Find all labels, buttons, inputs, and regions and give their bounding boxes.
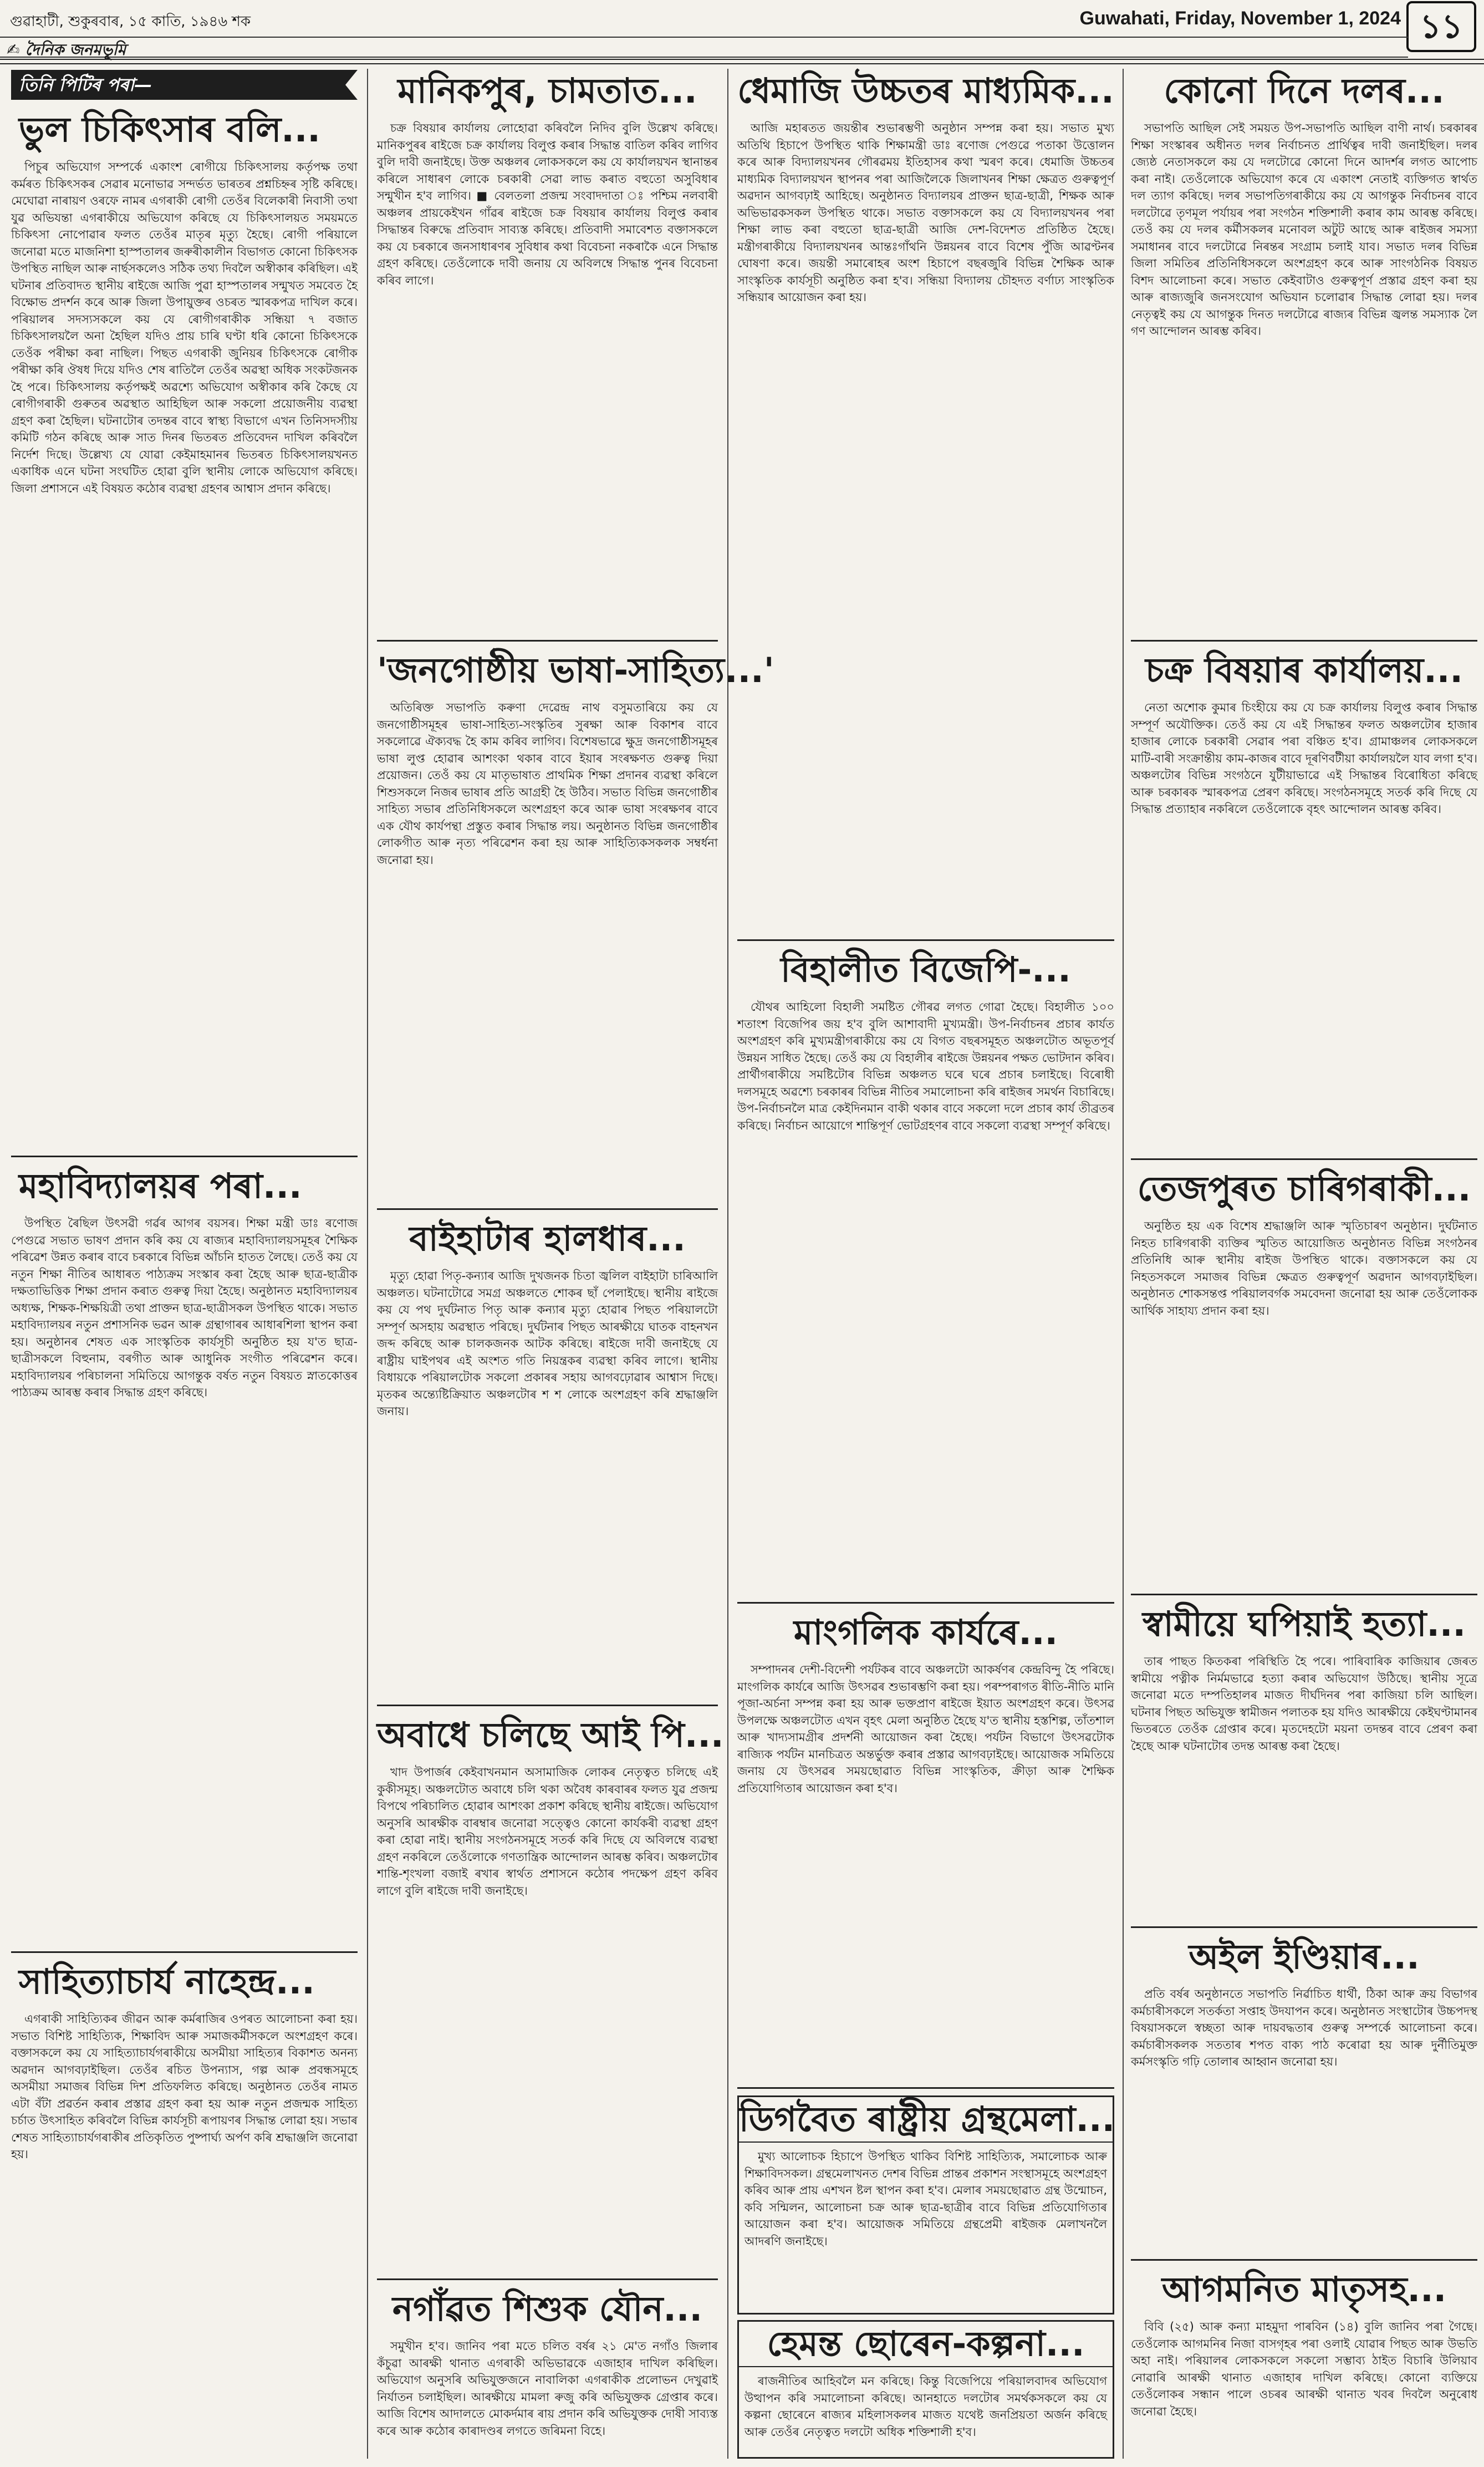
series-label: তিনি পিটিৰ পৰা— bbox=[11, 70, 358, 100]
column-divider bbox=[367, 69, 368, 2459]
headline: ধেমাজি উচ্চতৰ মাধ্যমিক... bbox=[737, 70, 1114, 111]
story-college bbox=[11, 1164, 358, 1946]
story-auspicious bbox=[737, 1610, 1114, 2082]
story-text: এগৰাকী সাহিত্যিকৰ জীৱন আৰু কৰ্মৰাজিৰ ওপৰত আলোচনা কৰা হয়। সভাত বিশিষ্ট সাহিত্যিক, শিক্ষাবিদ আৰু সমাজকৰ্মীসকলে অংশগ্ৰহণ কৰে। বক্তাসকলে কয় যে সাহিত্যাচাৰ্যগৰাকীয়ে অসমীয়া সাহিত্যৰ বিকাশত অনন্য অৱদান আগবঢ়াইছিল। তেওঁৰ ৰচিত উপন্যাস, গল্প আৰু প্ৰবন্ধসমূহে অসমীয়া সমাজৰ বিভিন্ন দিশ প্ৰতিফলিত কৰিছে। অনুষ্ঠানত তেওঁৰ নামত এটা বঁটা প্ৰৱৰ্তন কৰাৰ প্ৰস্তাৱ গ্ৰহণ কৰা হয় আৰু নতুন প্ৰজন্মক সাহিত্য চৰ্চাত উৎসাহিত কৰিবলৈ বিভিন্ন কাৰ্যসূচী ৰূপায়ণৰ সিদ্ধান্ত লোৱা হয়। সভাৰ শেষত সাহিত্যাচাৰ্যগৰাকীৰ প্ৰতিকৃতিত পুষ্পাৰ্ঘ্য অৰ্পণ কৰি শ্ৰদ্ধাঞ্জলি জনোৱা হয়। bbox=[11, 2012, 358, 2161]
masthead bbox=[0, 0, 1484, 65]
story-body bbox=[1131, 1986, 1477, 2254]
story-body bbox=[1131, 1218, 1477, 1588]
masthead-divider bbox=[0, 59, 1484, 64]
story-text: মুখ্য আলোচক হিচাপে উপস্থিত থাকিব বিশিষ্ট সাহিত্যিক, সমালোচক আৰু শিক্ষাবিদসকল। গ্ৰন্থমেলাখনত দেশৰ বিভিন্ন প্ৰান্তৰ প্ৰকাশন সংস্থাসমূহে অংশগ্ৰহণ কৰিব আৰু প্ৰায় এশখন ষ্টল স্থাপন কৰা হ'ব। মেলাৰ সময়ছোৱাত গ্ৰন্থ উন্মোচন, কবি সন্মিলন, আলোচনা চক্ৰ আৰু ছাত্ৰ-ছাত্ৰীৰ বাবে বিভিন্ন প্ৰতিযোগিতাৰ আয়োজন কৰা হ'ব। আয়োজক সমিতিয়ে গ্ৰন্থপ্ৰেমী ৰাইজক মেলাখনলৈ আদৰণি জনাইছে। bbox=[744, 2150, 1107, 2248]
story-text: সম্পাদনৰ দেশী-বিদেশী পৰ্যটকৰ বাবে অঞ্চলটো আকৰ্ষণৰ কেন্দ্ৰবিন্দু হৈ পৰিছে। মাংগলিক কাৰ্যৰে আজি উৎসৱৰ শুভাৰম্ভণি কৰা হয়। পৰম্পৰাগত ৰীতি-নীতি মানি পূজা-অৰ্চনা সম্পন্ন কৰা হয় আৰু ভক্তপ্ৰাণ ৰাইজে ইয়াত অংশগ্ৰহণ কৰে। উৎসৱ উপলক্ষে অঞ্চলটোত এখন বৃহৎ মেলা অনুষ্ঠিত হৈছে য'ত স্থানীয় হস্তশিল্প, তাঁতশাল আৰু খাদ্যসামগ্ৰীৰ প্ৰদৰ্শনী আয়োজন কৰা হৈছে। পৰ্যটন বিভাগে উৎসৱটোক ৰাজ্যিক পৰ্যটন মানচিত্ৰত অন্তৰ্ভুক্ত কৰাৰ প্ৰস্তাৱ আগবঢ়াইছে। আয়োজক সমিতিয়ে জনায় যে উৎসৱৰ সময়ছোৱাত বিভিন্ন সাংস্কৃতিক, ক্ৰীড়া আৰু শৈক্ষিক প্ৰতিযোগিতাৰ আয়োজন কৰা হ'ব। bbox=[737, 1663, 1114, 1795]
story-divider bbox=[1131, 640, 1477, 642]
story-husband-murder bbox=[1131, 1602, 1477, 1921]
headline: ভুল চিকিৎসাৰ বলি... bbox=[19, 109, 320, 150]
headline: মানিকপুৰ, চামতাত... bbox=[397, 70, 697, 111]
story-nagaon bbox=[377, 2287, 718, 2459]
story-divider bbox=[1131, 1926, 1477, 1928]
story-divider bbox=[737, 1602, 1114, 1604]
story-divider bbox=[1131, 2259, 1477, 2261]
story-body bbox=[377, 120, 718, 634]
headline: বাইহাটাৰ হালধাৰ... bbox=[409, 1218, 686, 1259]
story-body bbox=[11, 2011, 358, 2459]
story-text: অতিৰিক্ত সভাপতি কৰুণা দেৱেন্দ্ৰ নাথ বসুমতাৰিয়ে কয় যে জনগোষ্ঠীসমূহৰ ভাষা-সাহিত্য-সংস্কৃতিৰ সুৰক্ষা আৰু বিকাশৰ বাবে সকলোৱে ঐক্যবদ্ধ হৈ কাম কৰিব লাগিব। বিশেষভাৱে ক্ষুদ্ৰ জনগোষ্ঠীসমূহৰ ভাষা লুপ্ত হোৱাৰ আশংকা থকাৰ বাবে ইয়াৰ সংৰক্ষণত গুৰুত্ব দিয়া প্ৰয়োজন। তেওঁ কয় যে মাতৃভাষাত প্ৰাথমিক শিক্ষা প্ৰদানৰ ব্যৱস্থা কৰিলে শিশুসকলে নিজৰ ভাষাৰ প্ৰতি আগ্ৰহী হৈ উঠিব। সভাত বিভিন্ন জনগোষ্ঠীৰ সাহিত্য সভাৰ প্ৰতিনিধিসকলে অংশগ্ৰহণ কৰে আৰু ভাষা সংৰক্ষণৰ বাবে এক যৌথ কাৰ্যপন্থা প্ৰস্তুত কৰাৰ সিদ্ধান্ত লয়। অনুষ্ঠানত বিভিন্ন জনগোষ্ঠীৰ লোকগীত আৰু নৃত্য পৰিৱেশন কৰা হয় আৰু সাহিত্যিকসকলক সম্বৰ্ধনা জনোৱা হয়। bbox=[377, 701, 718, 867]
story-body bbox=[1131, 120, 1477, 634]
story-text: পিচুৰ অভিযোগ সম্পৰ্কে একাংশ ৰোগীয়ে চিকিৎসালয় কৰ্তৃপক্ষ তথা কৰ্মৰত চিকিৎসকৰ সেৱাৰ মনোভাৱ সন্দৰ্ভত ভাৰতৰ প্ৰশ্নচিহ্নৰ সৃষ্টি কৰিছে। মেঘোৱা নাৰায়ণ ওৰফে নামৰ এগৰাকী ৰোগী তেওঁৰ বিলেকাৰী নিবাসী তথা যুৱ অভিযন্তা এগৰাকীয়ে অভিযোগ কৰিছে যে চিকিৎসালয়ত সময়মতে চিকিৎসা নোপোৱাৰ ফলত তেওঁৰ মাতৃৰ মৃত্যু হৈছে। ৰোগী পৰিয়ালে জনোৱা মতে মাজনিশা হাস্পতালৰ জৰুৰীকালীন বিভাগত কোনো চিকিৎসক উপস্থিত নাছিল আৰু নাৰ্ছসকলেও সঠিক তথ্য দিবলৈ অস্বীকাৰ কৰিছিল। এই ঘটনাৰ প্ৰতিবাদত স্থানীয় ৰাইজে আজি পুৱা হাস্পতালৰ সন্মুখত সমবেত হৈ বিক্ষোভ প্ৰদৰ্শন কৰে আৰু জিলা উপায়ুক্তৰ ওচৰত স্মাৰকপত্ৰ দাখিল কৰে। পৰিয়ালৰ সদস্যসকলে কয় যে ৰোগীগৰাকীক সন্ধিয়া ৭ বজাত চিকিৎসালয়লৈ অনা হৈছিল যদিও প্ৰায় চাৰি ঘণ্টা ধৰি কোনো চিকিৎসকে তেওঁক পৰীক্ষা কৰা নাছিল। পিছত এগৰাকী জুনিয়ৰ চিকিৎসকে ৰোগীক পৰীক্ষা কৰি ঔষধ দিয়ে যদিও শেষ ৰাতিলৈ তেওঁৰ অৱস্থা অধিক সংকটজনক হৈ পৰে। চিকিৎসালয় কৰ্তৃপক্ষই অৱশ্যে অভিযোগ অস্বীকাৰ কৰি কৈছে যে ৰোগীগৰাকী গুৰুতৰ অৱস্থাত আহিছিল আৰু সকলো প্ৰয়োজনীয় ব্যৱস্থা গ্ৰহণ কৰা হৈছিল। ঘটনাটোৰ তদন্তৰ বাবে স্বাস্থ্য বিভাগে এখন তিনিসদস্যীয় কমিটি গঠন কৰিছে আৰু সাত দিনৰ ভিতৰত প্ৰতিবেদন দাখিল কৰিবলৈ নিৰ্দেশ দিছে। উল্লেখ্য যে যোৱা কেইমাহমানৰ ভিতৰত চিকিৎসালয়খনত একাধিক এনে ঘটনা সংঘটিত হোৱা বুলি স্থানীয় লোকে অভিযোগ কৰিছে। জিলা প্ৰশাসনে এই বিষয়ত কঠোৰ ব্যৱস্থা গ্ৰহণৰ আশ্বাস প্ৰদান কৰিছে। bbox=[11, 160, 358, 495]
page-number: ১১ bbox=[1406, 1, 1476, 52]
headline: চক্ৰ বিষয়াৰ কাৰ্যালয়... bbox=[1145, 650, 1463, 690]
column-divider bbox=[1123, 69, 1124, 2459]
story-text: ৰাজনীতিৰ আহিবলৈ মন কৰিছে। কিন্তু বিজেপিয়ে পৰিয়ালবাদৰ অভিযোগ উত্থাপন কৰি সমালোচনা কৰিছে। আনহাতে দলটোৰ সমৰ্থকসকলে কয় যে কল্পনা ছোৰেনে ৰাজ্যৰ মহিলাসকলৰ মাজত যথেষ্ট জনপ্ৰিয়তা অৰ্জন কৰিছে আৰু তেওঁৰ নেতৃত্বত দলটো অধিক শক্তিশালী হ'ব। bbox=[744, 2374, 1107, 2439]
story-body bbox=[377, 699, 718, 1203]
story-body bbox=[377, 1764, 718, 2273]
story-text: প্ৰতি বৰ্ষৰ অনুষ্ঠানতে সভাপতি নিৰ্ৱাচিত ধাৰ্থী, ঠিকা আৰু ক্ৰয় বিভাগৰ কৰ্মচাৰীসকলে সতৰ্কতা সপ্তাহ উদযাপন কৰে। অনুষ্ঠানত সংস্থাটোৰ উচ্চপদস্থ বিষয়াসকলে স্বচ্ছতা আৰু দায়বদ্ধতাৰ গুৰুত্ব সম্পৰ্কে আলোচনা কৰে। কৰ্মচাৰীসকলক সততাৰ শপত বাক্য পাঠ কৰোৱা হয় আৰু দুৰ্নীতিমুক্ত কৰ্মসংস্কৃতি গঢ়ি তোলাৰ আহ্বান জনোৱা হয়। bbox=[1131, 1987, 1477, 2068]
story-divider bbox=[377, 1705, 718, 1706]
story-behali-bjp bbox=[737, 948, 1114, 1596]
story-dhemaji-school bbox=[737, 69, 1114, 934]
headline: ডিগবৈত ৰাষ্ট্ৰীয় গ্ৰন্থমেলা... bbox=[739, 2097, 1113, 2143]
story-body bbox=[377, 1268, 718, 1699]
headline: তেজপুৰত চাৰিগৰাকী... bbox=[1137, 1168, 1471, 1209]
headline: সাহিত্যাচাৰ্য নাহেন্দ্ৰ... bbox=[19, 1961, 315, 2002]
story-divider bbox=[377, 1208, 718, 1210]
story-agamani bbox=[1131, 2267, 1477, 2459]
headline: নগাঁৱত শিশুক যৌন... bbox=[392, 2288, 703, 2329]
story-illegal-ip bbox=[377, 1713, 724, 2273]
story-circle-office bbox=[1131, 648, 1477, 1153]
story-text: যৌথৰ আহিলো বিহালী সমষ্টিত গৌৰৱ লগত গোৱা হৈছে। বিহালীত ১০০ শতাংশ বিজেপিৰ জয় হ'ব বুলি আশাবাদী মুখ্যমন্ত্ৰী। উপ-নিৰ্বাচনৰ প্ৰচাৰ কাৰ্যত অংশগ্ৰহণ কৰি মুখ্যমন্ত্ৰীগৰাকীয়ে কয় যে বিগত বছৰসমূহত অঞ্চলটোত অভূতপূৰ্ব উন্নয়ন সাধিত হৈছে। তেওঁ কয় যে বিহালীৰ ৰাইজে উন্নয়নৰ পক্ষত ভোটদান কৰিব। প্ৰাৰ্থীগৰাকীয়ে সমষ্টিটোৰ বিভিন্ন অঞ্চলত ঘৰে ঘৰে প্ৰচাৰ চলাইছে। বিৰোধী দলসমূহে অৱশ্যে চৰকাৰৰ বিভিন্ন নীতিৰ সমালোচনা কৰি ৰাইজৰ সমৰ্থন বিচাৰিছে। উপ-নিৰ্বাচনলৈ মাত্ৰ কেইদিনমান বাকী থকাৰ বাবে সকলো দলে প্ৰচাৰ কাৰ্য তীব্ৰতৰ কৰিছে। নিৰ্বাচন আয়োগে শান্তিপূৰ্ণ ভোটগ্ৰহণৰ বাবে সকলো ব্যৱস্থা সম্পূৰ্ণ কৰিছে। bbox=[737, 1000, 1114, 1132]
story-divider bbox=[1131, 1594, 1477, 1595]
story-hemant-soren bbox=[737, 2320, 1114, 2459]
story-text: খাদ উপাৰ্জৰ কেইবাখনমান অসামাজিক লোকৰ নেতৃত্বত চলিছে এই কুকীসমূহ। অঞ্চলটোত অবাধে চলি থকা অবৈধ কাৰবাৰৰ ফলত যুৱ প্ৰজন্ম বিপথে পৰিচালিত হোৱাৰ আশংকা প্ৰকাশ কৰিছে স্থানীয় ৰাইজে। অভিযোগ অনুসৰি আৰক্ষীক বাৰম্বাৰ জনোৱা সত্ত্বেও কোনো কাৰ্যকৰী ব্যৱস্থা গ্ৰহণ কৰা হোৱা নাই। স্থানীয় সংগঠনসমূহে সতৰ্ক কৰি দিছে যে অবিলম্বে ব্যৱস্থা গ্ৰহণ নকৰিলে তেওঁলোকে গণতান্ত্ৰিক আন্দোলন আৰম্ভ কৰিব। অঞ্চলটোৰ শান্তি-শৃংখলা বজাই ৰখাৰ স্বাৰ্থত প্ৰশাসনে কঠোৰ পদক্ষেপ গ্ৰহণ কৰিব লাগে বুলি ৰাইজে দাবী জনাইছে। bbox=[377, 1766, 718, 1898]
story-tezpur bbox=[1131, 1167, 1477, 1588]
story-body bbox=[1131, 699, 1477, 1153]
headline: আগমনিত মাতৃসহ... bbox=[1161, 2269, 1447, 2310]
headline: হেমন্ত ছোৰেন-কল্পনা... bbox=[739, 2322, 1113, 2367]
headline: 'জনগোষ্ঠীয় ভাষা-সাহিত্য...' bbox=[377, 650, 774, 690]
story-baihata bbox=[377, 1217, 718, 1699]
story-text: উপস্থিত ৰৈছিল উৎসৱী গৰ্ৱৰ আগৰ বয়সৰ। শিক্ষা মন্ত্ৰী ডাঃ ৰণোজ পেগুৱে সভাত ভাষণ প্ৰদান কৰি কয় যে ৰাজ্যৰ মহাবিদ্যালয়সমূহৰ শৈক্ষিক পৰিৱেশ উন্নত কৰাৰ বাবে চৰকাৰে বিভিন্ন আঁচনি হাতত লৈছে। তেওঁ কয় যে নতুন শিক্ষা নীতিৰ আধাৰত পাঠ্যক্ৰম সংস্কাৰ কৰা হৈছে আৰু ছাত্ৰ-ছাত্ৰীক দক্ষতাভিত্তিক শিক্ষা প্ৰদান কৰাত গুৰুত্ব দিয়া হৈছে। অনুষ্ঠানত মহাবিদ্যালয়ৰ অধ্যক্ষ, শিক্ষক-শিক্ষয়িত্ৰী তথা প্ৰাক্তন ছাত্ৰ-ছাত্ৰীসকল উপস্থিত থাকে। সভাত মহাবিদ্যালয়ৰ নতুন প্ৰশাসনিক ভৱন আৰু গ্ৰন্থাগাৰৰ আধাৰশিলা স্থাপন কৰা হয়। অনুষ্ঠানৰ শেষত এক সাংস্কৃতিক কাৰ্যসূচী অনুষ্ঠিত হয় য'ত ছাত্ৰ-ছাত্ৰীসকলে বিহুনাম, বৰগীত আৰু আধুনিক সংগীত পৰিৱেশন কৰে। মহাবিদ্যালয়ৰ পৰিচালনা সমিতিয়ে আগন্তুক বৰ্ষত নতুন বিষয়ত স্নাতকোত্তৰ পাঠ্যক্ৰম আৰম্ভ কৰাৰ সিদ্ধান্ত গ্ৰহণ কৰিছে। bbox=[11, 1217, 358, 1399]
story-text: সমুখীন হ'ব। জানিব পৰা মতে চলিত বৰ্ষৰ ২১ মে'ত নগাঁও জিলাৰ কঁচুৱা আৰক্ষী থানাত এগৰাকী অভিভাৱকে এজাহাৰ দাখিল কৰিছিল। অভিযোগ অনুসৰি অভিযুক্তজনে নাবালিকা এগৰাকীক প্ৰলোভন দেখুৱাই নিৰ্যাতন চলাইছিল। আৰক্ষীয়ে মামলা ৰুজু কৰি অভিযুক্তক গ্ৰেপ্তাৰ কৰে। আজি বিশেষ আদালতে মোকৰ্দমাৰ ৰায় প্ৰদান কৰি অভিযুক্তক দোষী সাব্যস্ত কৰে আৰু কঠোৰ কাৰাদণ্ডৰ লগতে জৰিমনা বিহে। bbox=[377, 2339, 718, 2438]
column-2 bbox=[377, 69, 774, 2459]
story-text: বিবি (২৫) আৰু কন্যা মাহমুদা পাৰবিন (১৪) বুলি জানিব পৰা গৈছে। তেওঁলোক আগমনিৰ নিজা বাসগৃহৰ পৰা ওলাই যোৱাৰ পিছত আৰু উভতি অহা নাই। পৰিয়ালৰ লোকসকলে সকলো সম্ভাব্য ঠাইত বিচাৰি উলিয়াব নোৱাৰি আৰক্ষী থানাত এজাহাৰ দাখিল কৰিছে। কোনো ব্যক্তিয়ে তেওঁলোকৰ সন্ধান পালে ওচৰৰ আৰক্ষী থানাত খবৰ দিবলৈ অনুৰোধ জনোৱা হৈছে। bbox=[1131, 2320, 1477, 2418]
headline: মাংগলিক কাৰ্যৰে... bbox=[793, 1612, 1058, 1652]
story-divider bbox=[377, 2278, 718, 2280]
story-ethnic-language bbox=[377, 648, 774, 1203]
story-divider bbox=[11, 1951, 358, 1953]
story-manikpur bbox=[377, 69, 718, 634]
headline: স্বামীয়ে ঘপিয়াই হত্যা... bbox=[1142, 1604, 1466, 1644]
story-body bbox=[1131, 2318, 1477, 2459]
story-literary-scholar bbox=[11, 1960, 358, 2459]
date-assamese: গুৱাহাটী, শুকুৰবাৰ, ১৫ কাতি, ১৯৪৬ শক bbox=[10, 13, 251, 30]
story-text: তাৰ পাছত কিতকৰা পৰিস্থিতি হৈ পৰে। পাৰিবাৰিক কাজিয়াৰ জেৰত স্বামীয়ে পত্নীক নিৰ্মমভাৱে হত্যা কৰাৰ অভিযোগ উঠিছে। স্থানীয় সূত্ৰে জনোৱা মতে দম্পতিহালৰ মাজত দীৰ্ঘদিনৰ পৰা কাজিয়া চলি আছিল। ঘটনাৰ পিছত অভিযুক্ত স্বামীজন পলাতক হয় যদিও আৰক্ষীয়ে কেইঘণ্টামানৰ ভিতৰতে তেওঁক গ্ৰেপ্তাৰ কৰে। মৃতদেহটো ময়না তদন্তৰ বাবে প্ৰেৰণ কৰা হৈছে আৰু ঘটনাটোৰ তদন্ত আৰম্ভ কৰা হৈছে। bbox=[1131, 1655, 1477, 1753]
story-digboi-bookfair bbox=[737, 2095, 1114, 2315]
column-1 bbox=[11, 69, 358, 2459]
brand-name: ✍ দৈনিক জনমভূমি bbox=[7, 40, 126, 59]
story-oil-india bbox=[1131, 1935, 1477, 2254]
story-wrong-treatment bbox=[11, 108, 358, 1150]
headline: অইল ইণ্ডিয়াৰ... bbox=[1189, 1936, 1420, 1977]
story-divider bbox=[737, 2087, 1114, 2089]
story-divider bbox=[377, 640, 718, 642]
column-4 bbox=[1131, 69, 1477, 2459]
story-text: চক্ৰ বিষয়াৰ কাৰ্যালয় লোহোৱা কৰিবলৈ নিদিব বুলি উল্লেখ কৰিছে। মানিকপুৰৰ ৰাইজে চক্ৰ কাৰ্যালয় বিলুপ্ত কৰাৰ সিদ্ধান্ত বাতিল কৰিব লাগিব বুলি দাবী জনাইছে। উক্ত অঞ্চলৰ লোকসকলে কয় যে কাৰ্যালয়খন স্থানান্তৰ কৰিলে সাধাৰণ লোকে চৰকাৰী সেৱা লাভ কৰাত বহুতো অসুবিধাৰ সন্মুখীন হ'ব লাগিব। ■ বেলতলা প্ৰজন্ম সংবাদদাতা ঃ পশ্চিম নলবাৰী অঞ্চলৰ প্ৰায়কেইখন গাঁৱৰ ৰাইজে চক্ৰ বিষয়াৰ কাৰ্যালয় বিলুপ্ত কৰাৰ সিদ্ধান্তৰ বিৰুদ্ধে প্ৰতিবাদ সাব্যস্ত কৰিছে। প্ৰতিবাদী সমাবেশত বক্তাসকলে কয় যে চৰকাৰে জনসাধাৰণৰ সুবিধাৰ কথা বিবেচনা নকৰাকৈ এনে সিদ্ধান্ত গ্ৰহণ কৰিছে। তেওঁলোকে দাবী জনায় যে অবিলম্বে সিদ্ধান্ত পুনৰ বিবেচনা কৰিব লাগে। bbox=[377, 121, 718, 287]
headline: অবাধে চলিছে আই পি... bbox=[377, 1715, 724, 1755]
story-body bbox=[744, 2373, 1107, 2451]
story-body bbox=[737, 999, 1114, 1596]
story-text: আজি মহাৰতত জয়ন্তীৰ শুভাৰম্ভণী অনুষ্ঠান সম্পন্ন কৰা হয়। সভাত মুখ্য অতিথি হিচাপে উপস্থিত থাকি শিক্ষামন্ত্ৰী ডাঃ ৰণোজ পেগুৱে পতাকা উত্তোলন কৰে আৰু বিদ্যালয়খনৰ গৌৰৱময় ইতিহাসৰ কথা স্মৰণ কৰে। ধেমাজি উচ্চতৰ মাধ্যমিক বিদ্যালয়খন স্থাপনৰ পৰা আজিলৈকে জিলাখনৰ শিক্ষা ক্ষেত্ৰত গুৰুত্বপূৰ্ণ অৱদান আগবঢ়াই আহিছে। অনুষ্ঠানত বিদ্যালয়ৰ প্ৰাক্তন ছাত্ৰ-ছাত্ৰী, শিক্ষক আৰু অভিভাৱকসকল উপস্থিত থাকে। সভাত বক্তাসকলে কয় যে বিদ্যালয়খনৰ পৰা শিক্ষা লাভ কৰা বহুতো ছাত্ৰ-ছাত্ৰী আজি দেশ-বিদেশত প্ৰতিষ্ঠিত হৈছে। মন্ত্ৰীগৰাকীয়ে বিদ্যালয়খনৰ আন্তঃগাঁথনি উন্নয়নৰ বাবে বিশেষ পুঁজি আৱণ্টনৰ ঘোষণা কৰে। জয়ন্তী সমাৰোহৰ অংশ হিচাপে বছৰজুৰি বিভিন্ন শৈক্ষিক আৰু সাংস্কৃতিক কাৰ্যসূচী অনুষ্ঠিত কৰা হ'ব। সন্ধিয়া বিদ্যালয় চৌহদত বৰ্ণাঢ্য সাংস্কৃতিক সন্ধিয়াৰ আয়োজন কৰা হয়। bbox=[737, 121, 1114, 304]
story-text: সভাপতি আছিল সেই সময়ত উপ-সভাপতি আছিল বাণী নাৰ্থ। চৰকাৰৰ শিক্ষা সংস্কাৰৰ অধীনত দলৰ নিৰ্বাচনত প্ৰাৰ্থিত্বৰ দাবী জনাইছিল। দলৰ জ্যেষ্ঠ নেতাসকলে কয় যে দলটোৱে কোনো দিনে আদৰ্শৰ লগত আপোচ কৰা নাই। তেওঁলোকে অভিযোগ কৰে যে একাংশ নেতাই ব্যক্তিগত স্বাৰ্থত দল ত্যাগ কৰিছে। দলৰ সভাপতিগৰাকীয়ে কয় যে আগন্তুক নিৰ্বাচনৰ বাবে দলটোৱে তৃণমূল পৰ্যায়ৰ পৰা সংগঠন শক্তিশালী কৰাৰ কাম আৰম্ভ কৰিছে। তেওঁ কয় যে দলৰ কৰ্মীসকলৰ মনোবল অটুট আছে আৰু ৰাইজৰ সমস্যা সমাধানৰ বাবে দলটোৱে নিৰন্তৰ সংগ্ৰাম চলাই যাব। সভাত দলৰ বিভিন্ন জিলা সমিতিৰ প্ৰতিনিধিসকলে অংশগ্ৰহণ কৰে আৰু সাংগঠনিক বিষয়ত বিশদ আলোচনা কৰে। সভাত কেইবাটাও গুৰুত্বপূৰ্ণ প্ৰস্তাৱ গ্ৰহণ কৰা হয় আৰু ৰাজ্যজুৰি জনসংযোগ অভিযান চলোৱাৰ সিদ্ধান্ত লোৱা হয়। দলৰ নেতৃত্বই কয় যে আগন্তুক দিনত দলটোৱে ৰাজ্যৰ বিভিন্ন জ্বলন্ত সমস্যাক লৈ গণ আন্দোলন আৰম্ভ কৰিব। bbox=[1131, 121, 1477, 338]
story-body bbox=[744, 2148, 1107, 2307]
column-divider bbox=[727, 69, 728, 2459]
column-3 bbox=[737, 69, 1114, 2459]
story-body bbox=[377, 2338, 718, 2459]
date-english: Guwahati, Friday, November 1, 2024 bbox=[1079, 8, 1401, 29]
story-never-party bbox=[1131, 69, 1477, 634]
headline: মহাবিদ্যালয়ৰ পৰা... bbox=[19, 1166, 302, 1206]
story-text: অনুষ্ঠিত হয় এক বিশেষ শ্ৰদ্ধাঞ্জলি আৰু স্মৃতিচাৰণ অনুষ্ঠান। দুৰ্ঘটনাত নিহত চাৰিগৰাকী ব্যক্তিৰ স্মৃতিত আয়োজিত অনুষ্ঠানত বিভিন্ন সংগঠনৰ প্ৰতিনিধি আৰু স্থানীয় ৰাইজ উপস্থিত থাকে। বক্তাসকলে কয় যে নিহতসকলে সমাজৰ বিভিন্ন ক্ষেত্ৰত গুৰুত্বপূৰ্ণ অৱদান আগবঢ়াইছিল। অনুষ্ঠানত শোকসন্তপ্ত পৰিয়ালবৰ্গক সমবেদনা জনোৱা হয় আৰু তেওঁলোকক আৰ্থিক সাহায্য প্ৰদান কৰা হয়। bbox=[1131, 1219, 1477, 1318]
story-divider bbox=[737, 939, 1114, 941]
headline: কোনো দিনে দলৰ... bbox=[1164, 70, 1445, 111]
story-body bbox=[737, 120, 1114, 934]
story-body bbox=[737, 1661, 1114, 2082]
headline: বিহালীত বিজেপি-... bbox=[781, 949, 1071, 990]
story-body bbox=[11, 159, 358, 1150]
story-text: নেতা অশোক কুমাৰ চিংহীয়ে কয় যে চক্ৰ কাৰ্যালয় বিলুপ্ত কৰাৰ সিদ্ধান্ত সম্পূৰ্ণ অযৌক্তিক। তেওঁ কয় যে এই সিদ্ধান্তৰ ফলত অঞ্চলটোৰ হাজাৰ হাজাৰ লোকে চৰকাৰী সেৱাৰ পৰা বঞ্চিত হ'ব। গ্ৰামাঞ্চলৰ লোকসকলে মাটি-বাৰী সংক্ৰান্তীয় কাম-কাজৰ বাবে দূৰণিবটীয়া কাৰ্যালয়লৈ যাব লগা হ'ব। অঞ্চলটোৰ বিভিন্ন সংগঠনে যুটীয়াভাৱে এই সিদ্ধান্তৰ বিৰোধিতা কৰিছে আৰু চৰকাৰক স্মাৰকপত্ৰ প্ৰেৰণ কৰিছে। সংগঠনসমূহে সতৰ্ক কৰি দিছে যে সিদ্ধান্ত প্ৰত্যাহাৰ নকৰিলে তেওঁলোকে বৃহৎ আন্দোলন আৰম্ভ কৰিব। bbox=[1131, 701, 1477, 816]
brand-bar bbox=[0, 37, 1408, 58]
story-divider bbox=[11, 1156, 358, 1157]
story-body bbox=[11, 1215, 358, 1946]
story-divider bbox=[1131, 1158, 1477, 1160]
story-body bbox=[1131, 1653, 1477, 1921]
story-text: মৃত্যু হোৱা পিতৃ-কন্যাৰ আজি দুখজনক চিতা জ্বলিল বাইহাটা চাৰিআলি অঞ্চলত। ঘটনাটোৱে সমগ্ৰ অঞ্চলতে শোকৰ ছাঁ পেলাইছে। স্থানীয় ৰাইজে কয় যে পথ দুৰ্ঘটনাত পিতৃ আৰু কন্যাৰ মৃত্যু হোৱাৰ পিছত পৰিয়ালটো সম্পূৰ্ণ অসহায় অৱস্থাত পৰিছে। দুৰ্ঘটনাৰ পিছত আৰক্ষীয়ে ঘাতক বাহনখন জব্দ কৰিছে আৰু চালকজনক আটক কৰিছে। ৰাইজে দাবী জনাইছে যে ৰাষ্ট্ৰীয় ঘাইপথৰ এই অংশত গতি নিয়ন্ত্ৰকৰ ব্যৱস্থা কৰিব লাগে। স্থানীয় বিধায়কে পৰিয়ালটোক সকলো প্ৰকাৰৰ সহায় আগবঢ়োৱাৰ আশ্বাস দিছে। মৃতকৰ অন্ত্যেষ্টিক্ৰিয়াত অঞ্চলটোৰ শ শ লোকে অংশগ্ৰহণ কৰি শ্ৰদ্ধাঞ্জলি জনায়। bbox=[377, 1269, 718, 1418]
